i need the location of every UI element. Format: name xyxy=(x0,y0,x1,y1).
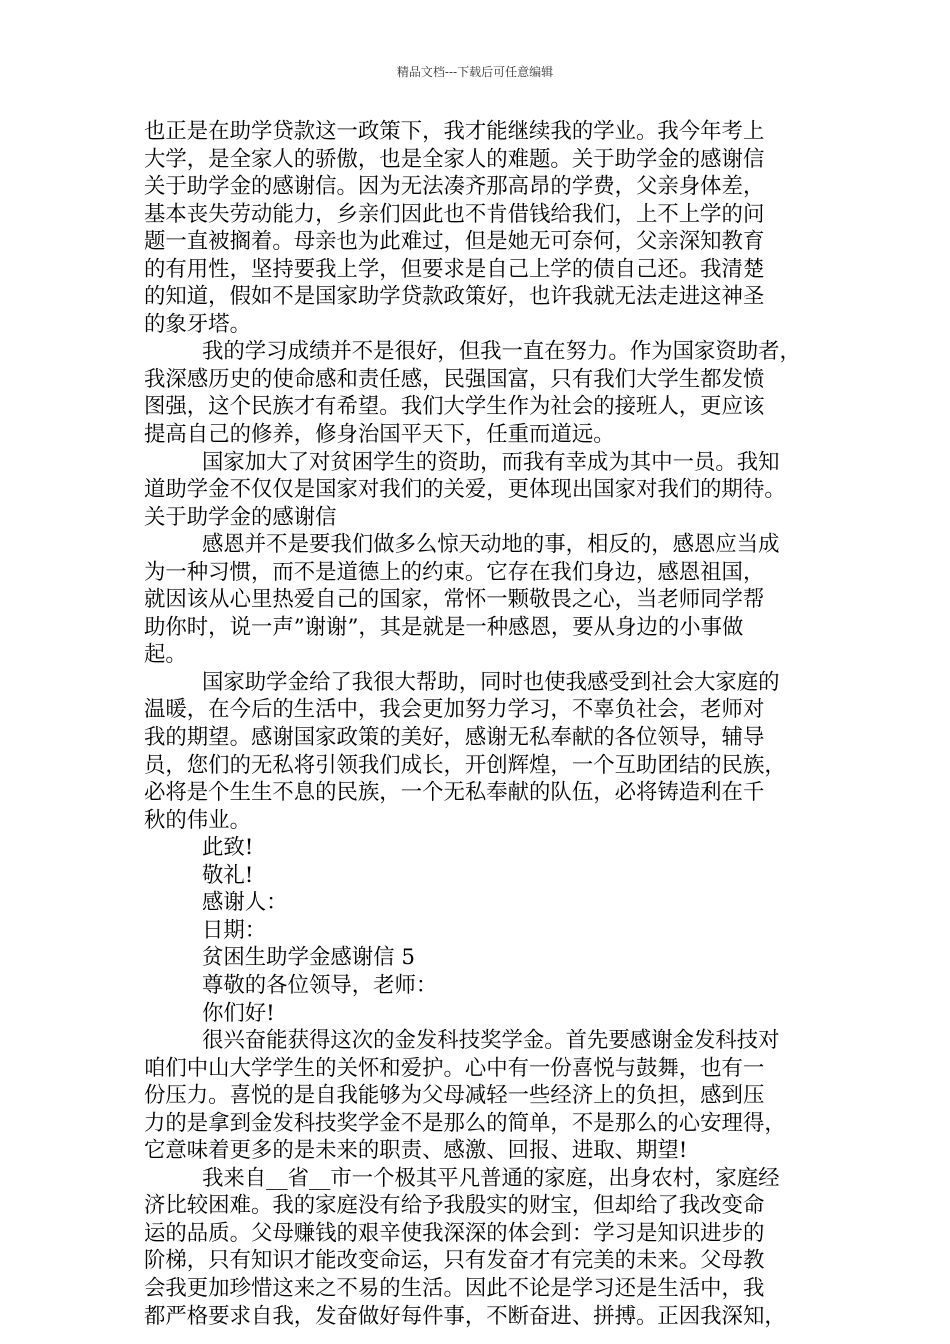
text-line: 就因该从心里热爱自己的国家，常怀一颗敬畏之心，当老师同学帮 xyxy=(144,587,765,613)
text-line: 题一直被搁着。母亲也为此难过，但是她无可奈何，父亲深知教育 xyxy=(144,229,765,255)
text-line: 感恩并不是要我们做多么惊天动地的事，相反的，感恩应当成 xyxy=(202,532,780,558)
text-line: 日期： xyxy=(202,917,267,943)
text-line: 必将是个生生不息的民族，一个无私奉献的队伍，必将铸造利在千 xyxy=(144,780,765,806)
text-line: 助你时，说一声”谢谢”，其是就是一种感恩，要从身边的小事做 xyxy=(144,614,744,640)
page-header: 精品文档---下载后可任意编辑 xyxy=(396,65,554,79)
text-line: 阶梯，只有知识才能改变命运，只有发奋才有完美的未来。父母教 xyxy=(144,1248,765,1274)
text-line: 都严格要求自我，发奋做好每件事，不断奋进、拼搏。正因我深知， xyxy=(144,1303,786,1329)
text-line: 此致! xyxy=(202,835,254,861)
text-line: 图强，这个民族才有希望。我们大学生作为社会的接班人，更应该 xyxy=(144,394,765,420)
text-line: 力的是拿到金发科技奖学金不是那么的简单，不是那么的心安理得， xyxy=(144,1110,786,1136)
text-line: 温暖，在今后的生活中，我会更加努力学习，不辜负社会，老师对 xyxy=(144,697,765,723)
text-line: 提高自己的修养，修身治国平天下，任重而道远。 xyxy=(144,422,615,448)
text-line: 济比较困难。我的家庭没有给予我殷实的财宝，但却给了我改变命 xyxy=(144,1193,765,1219)
text-line: 大学，是全家人的骄傲，也是全家人的难题。关于助学金的感谢信 xyxy=(144,146,765,172)
text-line: 为一种习惯，而不是道德上的约束。它存在我们身边，感恩祖国， xyxy=(144,559,765,585)
text-line: 敬礼! xyxy=(202,862,254,888)
text-line: 员，您们的无私将引领我们成长，开创辉煌，一个互助团结的民族， xyxy=(144,752,786,778)
text-line: 起。 xyxy=(144,642,187,668)
document-body xyxy=(144,118,824,1330)
text-line: 感谢人： xyxy=(202,890,288,916)
text-line: 关于助学金的感谢信 xyxy=(144,504,337,530)
text-line: 关于助学金的感谢信。因为无法凑齐那高昂的学费，父亲身体差， xyxy=(144,174,765,200)
text-line: 也正是在助学贷款这一政策下，我才能继续我的学业。我今年考上 xyxy=(144,119,765,144)
text-line: 我的期望。感谢国家政策的美好，感谢无私奉献的各位领导，辅导 xyxy=(144,725,765,751)
text-line: 我的学习成绩并不是很好，但我一直在努力。作为国家资助者， xyxy=(202,339,801,365)
text-line: 运的品质。父母赚钱的艰辛使我深深的体会到：学习是知识进步的 xyxy=(144,1220,765,1246)
text-line: 它意味着更多的是未来的职责、感激、回报、进取、期望! xyxy=(144,1138,688,1164)
text-line: 贫困生助学金感谢信 5 xyxy=(202,945,415,971)
text-line: 基本丧失劳动能力，乡亲们因此也不肯借钱给我们，上不上学的问 xyxy=(144,201,765,227)
text-line: 很兴奋能获得这次的金发科技奖学金。首先要感谢金发科技对 xyxy=(202,1028,780,1054)
text-line: 的有用性，坚持要我上学，但要求是自己上学的债自己还。我清楚 xyxy=(144,256,765,282)
text-line: 道助学金不仅仅是国家对我们的关爱，更体现出国家对我们的期待。 xyxy=(144,477,786,503)
text-line: 的知道，假如不是国家助学贷款政策好，也许我就无法走进这神圣 xyxy=(144,284,765,310)
text-line: 份压力。喜悦的是自我能够为父母减轻一些经济上的负担，感到压 xyxy=(144,1083,765,1109)
text-line: 我来自__省__市一个极其平凡普通的家庭，出身农村，家庭经 xyxy=(202,1165,780,1191)
text-line: 咱们中山大学学生的关怀和爱护。心中有一份喜悦与鼓舞，也有一 xyxy=(144,1055,765,1081)
text-line: 你们好! xyxy=(202,1000,275,1026)
text-line: 国家助学金给了我很大帮助，同时也使我感受到社会大家庭的 xyxy=(202,669,780,695)
text-line: 尊敬的各位领导，老师： xyxy=(202,972,438,998)
text-line: 我深感历史的使命感和责任感，民强国富，只有我们大学生都发愤 xyxy=(144,366,765,392)
text-line: 会我更加珍惜这来之不易的生活。因此不论是学习还是生活中，我 xyxy=(144,1275,765,1301)
text-line: 国家加大了对贫困学生的资助，而我有幸成为其中一员。我知 xyxy=(202,449,780,475)
text-line: 的象牙塔。 xyxy=(144,311,251,337)
text-line: 秋的伟业。 xyxy=(144,807,251,833)
